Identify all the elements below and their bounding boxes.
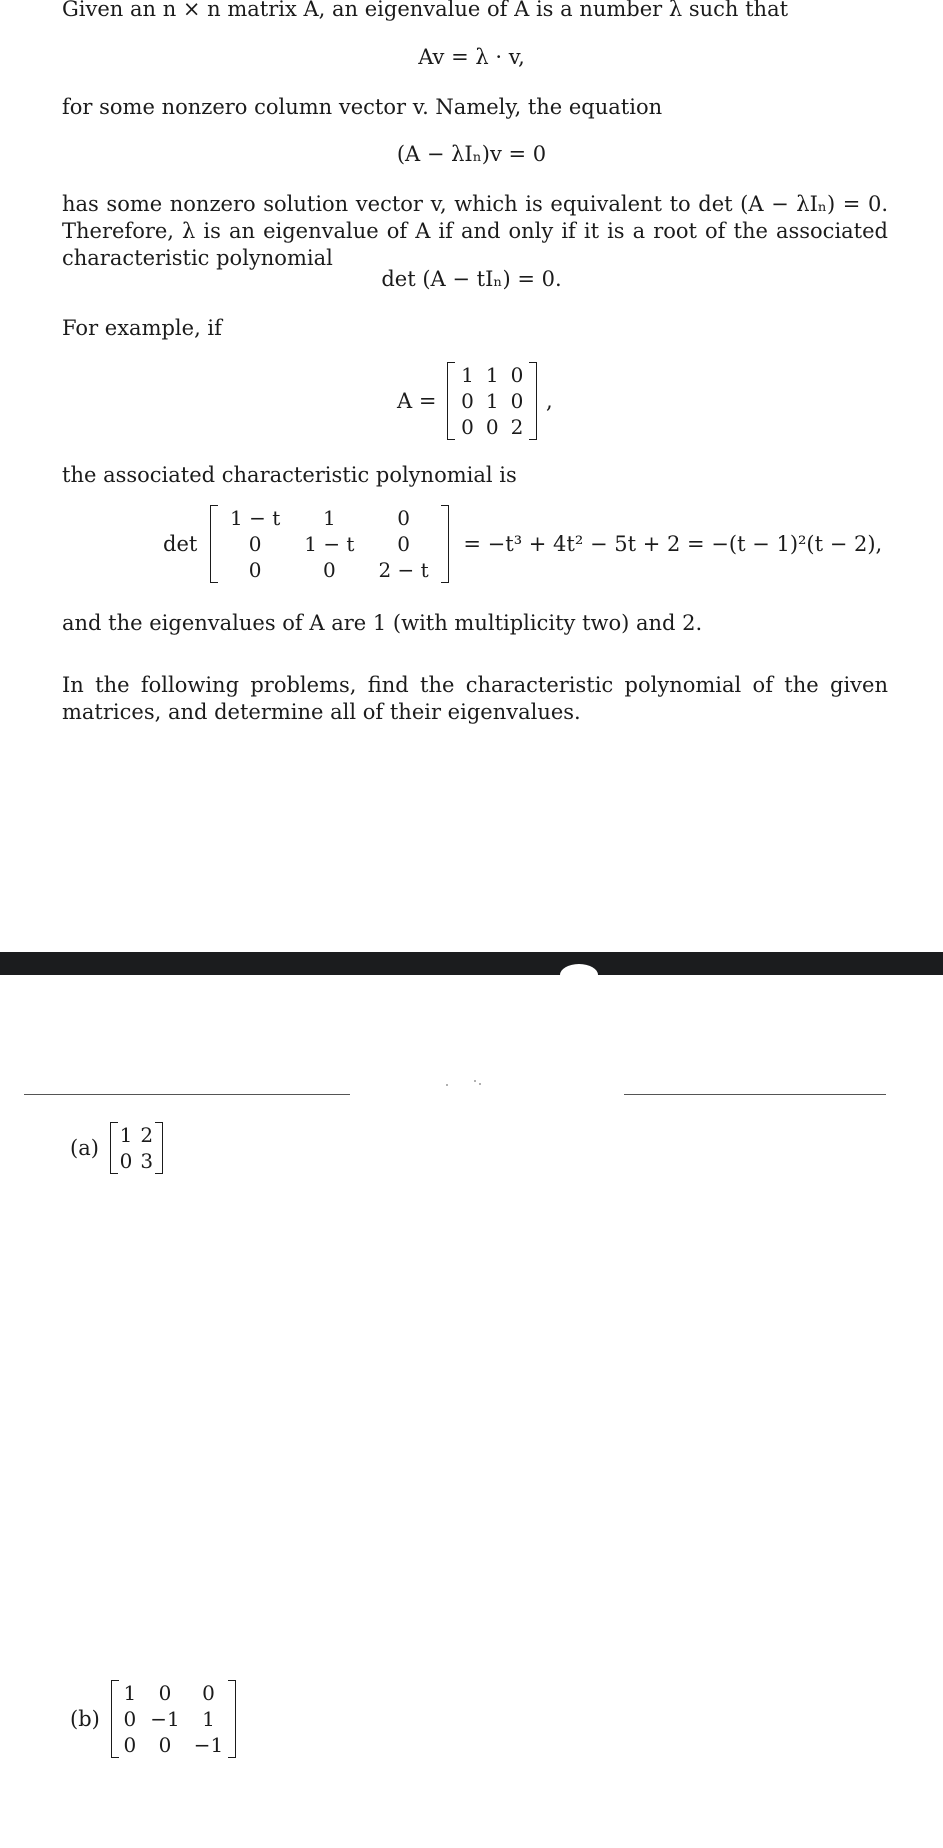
matrix-cell: 1 − t xyxy=(304,532,355,556)
horizontal-rule-left xyxy=(24,1094,350,1095)
matrix-cell: 0 xyxy=(510,389,524,413)
matrix-cell: 0 xyxy=(123,1733,137,1757)
equation-characteristic: det (A − tIₙ) = 0. xyxy=(381,267,562,291)
example-matrix xyxy=(447,362,537,440)
matrix-cell: 1 xyxy=(202,1707,215,1731)
matrix-suffix: , xyxy=(546,389,553,413)
matrix-cell: 0 xyxy=(119,1149,133,1173)
matrix-cell: −1 xyxy=(193,1733,224,1757)
problem-b xyxy=(70,1680,236,1758)
matrix-cell: 0 xyxy=(123,1707,137,1731)
speck xyxy=(446,1084,448,1086)
bracket-right xyxy=(155,1122,163,1174)
det-label: det xyxy=(163,532,198,556)
matrix-cell: 1 xyxy=(123,1681,137,1705)
speck xyxy=(474,1080,476,1082)
matrix-cell: 1 − t xyxy=(230,506,281,530)
intro-line-1: Given an n × n matrix A, an eigenvalue of A is a number λ such that xyxy=(62,0,789,21)
bracket-left xyxy=(111,1680,119,1758)
problem-b-matrix xyxy=(111,1680,237,1758)
intro-paragraph-3: has some nonzero solution vector v, which is equivalent to det (A − λIₙ) = 0. Therefore, λ is an eigenvalue of A if and only if it is a root of the associated characteristic polynomial xyxy=(62,192,888,270)
speck xyxy=(479,1083,481,1085)
matrix-cell: −1 xyxy=(150,1707,180,1731)
bracket-right xyxy=(228,1680,236,1758)
matrix-cell: 0 xyxy=(248,558,262,582)
matrix-cell: 2 − t xyxy=(378,558,429,582)
matrix-cell: 0 xyxy=(461,415,474,439)
horizontal-rule-right xyxy=(624,1094,886,1095)
intro-line-2: for some nonzero column vector v. Namely, the equation xyxy=(62,95,663,119)
matrix-cell: 3 xyxy=(140,1149,154,1173)
matrix-cell: 1 xyxy=(461,363,474,387)
equation-homogeneous: (A − λIₙ)v = 0 xyxy=(396,142,547,166)
bracket-left xyxy=(110,1122,118,1174)
problem-a-matrix xyxy=(110,1122,163,1174)
matrix-cell: 0 xyxy=(322,558,336,582)
divider-notch xyxy=(560,964,598,986)
matrix-label-a: A = xyxy=(397,389,437,413)
example-matrix-expression xyxy=(397,362,553,440)
determinant-expression xyxy=(163,505,882,583)
matrix-cell: 0 xyxy=(461,389,474,413)
matrix-cell: 1 xyxy=(485,363,499,387)
bracket-right xyxy=(441,505,449,583)
bracket-left xyxy=(447,362,455,440)
bracket-right xyxy=(529,362,537,440)
matrix-cell: 2 xyxy=(140,1123,154,1147)
equation-eigen: Av = λ · v, xyxy=(418,45,525,69)
matrix-cell: 2 xyxy=(510,415,524,439)
matrix-cell: 0 xyxy=(510,363,524,387)
matrix-cell: 0 xyxy=(397,532,410,556)
matrix-cell: 0 xyxy=(158,1681,172,1705)
instructions: In the following problems, find the characteristic polynomial of the given matrices, and determine all of their eigenvalues. xyxy=(62,673,888,724)
problem-a xyxy=(70,1122,163,1174)
polynomial-result: = −t³ + 4t² − 5t + 2 = −(t − 1)²(t − 2), xyxy=(463,532,883,556)
matrix-cell: 0 xyxy=(397,506,410,530)
page-divider-bar xyxy=(0,952,943,975)
matrix-cell: 0 xyxy=(485,415,499,439)
matrix-cell: 0 xyxy=(158,1733,172,1757)
polynomial-lead: the associated characteristic polynomial is xyxy=(62,463,517,487)
example-conclusion: and the eigenvalues of A are 1 (with multiplicity two) and 2. xyxy=(62,611,703,635)
problem-a-label: (a) xyxy=(70,1136,99,1160)
bracket-left xyxy=(210,505,218,583)
matrix-cell: 1 xyxy=(485,389,499,413)
example-lead: For example, if xyxy=(62,316,222,340)
matrix-cell: 1 xyxy=(119,1123,133,1147)
matrix-cell: 1 xyxy=(322,506,336,530)
matrix-cell: 0 xyxy=(248,532,262,556)
determinant-matrix xyxy=(210,505,449,583)
problem-b-label: (b) xyxy=(70,1707,100,1731)
matrix-cell: 0 xyxy=(202,1681,215,1705)
